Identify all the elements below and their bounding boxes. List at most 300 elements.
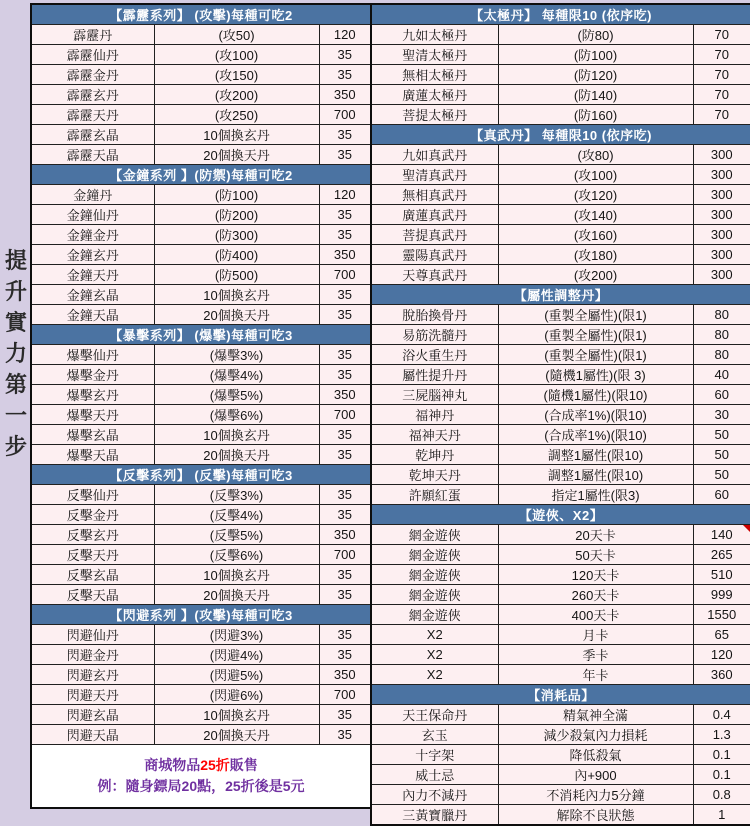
item-name: X2 xyxy=(371,645,498,665)
item-price: 300 xyxy=(693,245,750,265)
item-name: 霹靂玄晶 xyxy=(31,125,154,145)
item-price: 50 xyxy=(693,445,750,465)
item-name: 網金遊俠 xyxy=(371,605,498,625)
item-price: 35 xyxy=(319,125,371,145)
section-header-row xyxy=(371,285,750,305)
item-desc: (反擊5%) xyxy=(154,525,319,545)
item-row xyxy=(31,125,371,145)
item-price: 350 xyxy=(319,525,371,545)
item-name: 霹靂天晶 xyxy=(31,145,154,165)
item-price: 50 xyxy=(693,425,750,445)
section-header: 【霹靂系列】 (攻擊)每種可吃2 xyxy=(31,4,371,25)
section-header: 【金鐘系列 】(防禦)每種可吃2 xyxy=(31,165,371,185)
note-text: 商城物品 xyxy=(144,757,201,773)
item-price: 70 xyxy=(693,45,750,65)
item-price: 140 xyxy=(693,525,750,545)
item-name: 金鐘仙丹 xyxy=(31,205,154,225)
item-desc: 不消耗內力5分鐘 xyxy=(498,785,693,805)
item-price: 30 xyxy=(693,405,750,425)
item-price: 700 xyxy=(319,545,371,565)
item-name: 反擊天晶 xyxy=(31,585,154,605)
shop-note-line2: 例：隨身鏢局20點，25折後是5元 xyxy=(97,778,305,794)
item-row xyxy=(31,525,371,545)
item-desc: (攻100) xyxy=(498,165,693,185)
item-price: 35 xyxy=(319,445,371,465)
item-row xyxy=(371,745,750,765)
section-header: 【閃避系列 】(攻擊)每種可吃3 xyxy=(31,605,371,625)
item-row xyxy=(371,605,750,625)
item-name: 天尊真武丹 xyxy=(371,265,498,285)
item-name: 閃避天晶 xyxy=(31,725,154,745)
item-name: 天王保命丹 xyxy=(371,705,498,725)
section-header-row xyxy=(31,605,371,625)
item-row xyxy=(371,705,750,725)
item-desc: (反擊3%) xyxy=(154,485,319,505)
item-desc: 10個換玄丹 xyxy=(154,285,319,305)
item-desc: (閃避6%) xyxy=(154,685,319,705)
item-price: 510 xyxy=(693,565,750,585)
item-price: 0.1 xyxy=(693,765,750,785)
item-name: X2 xyxy=(371,665,498,685)
item-price: 50 xyxy=(693,465,750,485)
item-price: 35 xyxy=(319,625,371,645)
item-desc: (防120) xyxy=(498,65,693,85)
section-header-row xyxy=(31,325,371,345)
item-row xyxy=(371,165,750,185)
item-name: 易筋洗髓丹 xyxy=(371,325,498,345)
item-desc: 10個換玄丹 xyxy=(154,565,319,585)
section-header-row xyxy=(371,685,750,705)
item-name: 三屍腦神丸 xyxy=(371,385,498,405)
item-name: 三黃寶臘丹 xyxy=(371,805,498,826)
item-desc: 降低殺氣 xyxy=(498,745,693,765)
item-name: 金鐘丹 xyxy=(31,185,154,205)
item-name: 霹靂天丹 xyxy=(31,105,154,125)
item-desc: (爆擊6%) xyxy=(154,405,319,425)
item-price: 700 xyxy=(319,265,371,285)
item-row xyxy=(31,645,371,665)
item-row xyxy=(31,245,371,265)
item-row xyxy=(31,365,371,385)
item-name: 浴火重生丹 xyxy=(371,345,498,365)
section-header-row xyxy=(371,4,750,25)
item-row xyxy=(31,85,371,105)
item-price: 70 xyxy=(693,65,750,85)
item-row xyxy=(371,625,750,645)
item-desc: (攻200) xyxy=(498,265,693,285)
item-price: 35 xyxy=(319,585,371,605)
item-row xyxy=(31,725,371,745)
item-name: 爆擊金丹 xyxy=(31,365,154,385)
item-name: 反擊玄晶 xyxy=(31,565,154,585)
shop-note-row xyxy=(31,745,371,809)
item-name: 福神丹 xyxy=(371,405,498,425)
item-desc: (隨機1屬性)(限10) xyxy=(498,385,693,405)
item-name: 九如真武丹 xyxy=(371,145,498,165)
item-name: 內力不減丹 xyxy=(371,785,498,805)
item-desc: 20個換天丹 xyxy=(154,305,319,325)
item-row xyxy=(31,705,371,725)
item-desc: 解除不良狀態 xyxy=(498,805,693,826)
item-price: 35 xyxy=(319,45,371,65)
item-row xyxy=(371,665,750,685)
item-price: 350 xyxy=(319,85,371,105)
item-desc: (防100) xyxy=(154,185,319,205)
shop-note-line1 xyxy=(32,755,370,776)
item-desc: 調整1屬性(限10) xyxy=(498,445,693,465)
item-row xyxy=(31,285,371,305)
item-desc: (反擊4%) xyxy=(154,505,319,525)
item-desc: 調整1屬性(限10) xyxy=(498,465,693,485)
item-name: 金鐘天晶 xyxy=(31,305,154,325)
item-row xyxy=(371,425,750,445)
item-desc: 季卡 xyxy=(498,645,693,665)
section-header: 【真武丹】 每種限10 (依序吃) xyxy=(371,125,750,145)
item-price: 120 xyxy=(319,185,371,205)
item-row xyxy=(31,185,371,205)
item-price: 700 xyxy=(319,685,371,705)
discount-highlight: 25折 xyxy=(200,757,230,773)
item-price: 60 xyxy=(693,385,750,405)
item-desc: 內+900 xyxy=(498,765,693,785)
item-name: 霹靂仙丹 xyxy=(31,45,154,65)
item-price: 1.3 xyxy=(693,725,750,745)
item-name: 霹靂丹 xyxy=(31,25,154,45)
left-price-table xyxy=(30,3,372,809)
item-name: 靈陽真武丹 xyxy=(371,245,498,265)
item-row xyxy=(371,225,750,245)
item-desc: 120天卡 xyxy=(498,565,693,585)
item-price: 360 xyxy=(693,665,750,685)
item-desc: 精氣神全滿 xyxy=(498,705,693,725)
section-header: 【屬性調整丹】 xyxy=(371,285,750,305)
item-name: 聖清真武丹 xyxy=(371,165,498,185)
shop-note-cell xyxy=(31,745,371,809)
item-name: X2 xyxy=(371,625,498,645)
item-desc: (攻80) xyxy=(498,145,693,165)
item-row xyxy=(371,785,750,805)
item-row xyxy=(31,665,371,685)
item-desc: 指定1屬性(限3) xyxy=(498,485,693,505)
right-price-table xyxy=(370,3,750,826)
item-price: 265 xyxy=(693,545,750,565)
item-price: 350 xyxy=(319,245,371,265)
section-header: 【暴擊系列】 (爆擊)每種可吃3 xyxy=(31,325,371,345)
item-price: 35 xyxy=(319,285,371,305)
item-name: 反擊玄丹 xyxy=(31,525,154,545)
item-desc: 20個換天丹 xyxy=(154,585,319,605)
item-price: 35 xyxy=(319,565,371,585)
item-desc: (合成率1%)(限10) xyxy=(498,405,693,425)
item-row xyxy=(371,445,750,465)
item-price: 35 xyxy=(319,645,371,665)
section-header-row xyxy=(31,165,371,185)
item-row xyxy=(371,585,750,605)
item-row xyxy=(31,345,371,365)
item-row xyxy=(31,625,371,645)
item-price: 70 xyxy=(693,85,750,105)
item-row xyxy=(31,445,371,465)
item-desc: (攻120) xyxy=(498,185,693,205)
item-price: 70 xyxy=(693,105,750,125)
item-row xyxy=(371,25,750,45)
item-name: 網金遊俠 xyxy=(371,545,498,565)
item-row xyxy=(31,105,371,125)
item-desc: (攻250) xyxy=(154,105,319,125)
item-price: 300 xyxy=(693,225,750,245)
item-row xyxy=(371,325,750,345)
item-desc: (爆擊5%) xyxy=(154,385,319,405)
item-name: 閃避金丹 xyxy=(31,645,154,665)
item-name: 福神天丹 xyxy=(371,425,498,445)
item-row xyxy=(371,205,750,225)
item-price: 35 xyxy=(319,725,371,745)
item-price: 300 xyxy=(693,165,750,185)
item-desc: (防100) xyxy=(498,45,693,65)
item-desc: 10個換玄丹 xyxy=(154,705,319,725)
item-name: 爆擊玄晶 xyxy=(31,425,154,445)
item-desc: (合成率1%)(限10) xyxy=(498,425,693,445)
section-header: 【消耗品】 xyxy=(371,685,750,705)
item-price: 80 xyxy=(693,305,750,325)
vertical-slogan: 提升實力第一步 xyxy=(4,248,27,459)
item-desc: (攻50) xyxy=(154,25,319,45)
item-row xyxy=(371,305,750,325)
item-name: 閃避玄晶 xyxy=(31,705,154,725)
item-row xyxy=(371,45,750,65)
item-price: 0.8 xyxy=(693,785,750,805)
item-row xyxy=(371,525,750,545)
item-price: 60 xyxy=(693,485,750,505)
item-name: 金鐘天丹 xyxy=(31,265,154,285)
item-name: 金鐘玄丹 xyxy=(31,245,154,265)
item-price: 35 xyxy=(319,365,371,385)
item-desc: (防400) xyxy=(154,245,319,265)
item-row xyxy=(31,25,371,45)
item-row xyxy=(371,485,750,505)
item-desc: (攻160) xyxy=(498,225,693,245)
item-name: 乾坤天丹 xyxy=(371,465,498,485)
item-price: 35 xyxy=(319,145,371,165)
item-name: 九如太極丹 xyxy=(371,25,498,45)
item-desc: (爆擊4%) xyxy=(154,365,319,385)
item-row xyxy=(31,405,371,425)
item-name: 閃避仙丹 xyxy=(31,625,154,645)
item-price: 35 xyxy=(319,225,371,245)
item-row xyxy=(371,145,750,165)
item-name: 爆擊玄丹 xyxy=(31,385,154,405)
section-header: 【遊俠、X2】 xyxy=(371,505,750,525)
comment-marker-icon xyxy=(743,525,750,532)
item-price: 35 xyxy=(319,65,371,85)
item-row xyxy=(31,545,371,565)
item-desc: (防200) xyxy=(154,205,319,225)
item-price: 700 xyxy=(319,105,371,125)
item-row xyxy=(31,205,371,225)
item-price: 35 xyxy=(319,425,371,445)
item-row xyxy=(371,765,750,785)
item-row xyxy=(371,105,750,125)
note-text: 販售 xyxy=(229,757,258,773)
item-name: 網金遊俠 xyxy=(371,585,498,605)
item-name: 金鐘金丹 xyxy=(31,225,154,245)
item-desc: (攻180) xyxy=(498,245,693,265)
item-row xyxy=(31,565,371,585)
item-desc: 20個換天丹 xyxy=(154,445,319,465)
item-row xyxy=(371,385,750,405)
item-price: 120 xyxy=(319,25,371,45)
item-row xyxy=(31,145,371,165)
section-header-row xyxy=(371,505,750,525)
item-name: 反擊仙丹 xyxy=(31,485,154,505)
item-row xyxy=(371,405,750,425)
item-name: 菩提太極丹 xyxy=(371,105,498,125)
item-desc: (爆擊3%) xyxy=(154,345,319,365)
item-row xyxy=(31,585,371,605)
item-desc: (隨機1屬性)(限 3) xyxy=(498,365,693,385)
item-row xyxy=(371,805,750,826)
item-row xyxy=(31,305,371,325)
item-price: 80 xyxy=(693,325,750,345)
item-price: 300 xyxy=(693,265,750,285)
item-name: 聖清太極丹 xyxy=(371,45,498,65)
item-price: 35 xyxy=(319,485,371,505)
item-row xyxy=(371,645,750,665)
section-header: 【反擊系列】 (反擊)每種可吃3 xyxy=(31,465,371,485)
item-name: 廣蓮真武丹 xyxy=(371,205,498,225)
item-price: 35 xyxy=(319,705,371,725)
item-desc: (重製全屬性)(限1) xyxy=(498,345,693,365)
item-desc: (攻200) xyxy=(154,85,319,105)
item-name: 爆擊天丹 xyxy=(31,405,154,425)
item-row xyxy=(371,265,750,285)
item-desc: (防500) xyxy=(154,265,319,285)
item-desc: 20個換天丹 xyxy=(154,725,319,745)
item-row xyxy=(31,225,371,245)
item-price: 300 xyxy=(693,145,750,165)
item-desc: (閃避5%) xyxy=(154,665,319,685)
section-header-row xyxy=(371,125,750,145)
item-row xyxy=(371,725,750,745)
item-price: 0.1 xyxy=(693,745,750,765)
item-desc: (防300) xyxy=(154,225,319,245)
item-row xyxy=(371,185,750,205)
item-name: 網金遊俠 xyxy=(371,565,498,585)
item-name: 威士忌 xyxy=(371,765,498,785)
item-price: 35 xyxy=(319,505,371,525)
item-row xyxy=(371,65,750,85)
item-desc: (反擊6%) xyxy=(154,545,319,565)
item-row xyxy=(31,385,371,405)
item-desc: 400天卡 xyxy=(498,605,693,625)
item-price: 70 xyxy=(693,25,750,45)
item-desc: 10個換玄丹 xyxy=(154,425,319,445)
item-row xyxy=(371,565,750,585)
item-price: 35 xyxy=(319,205,371,225)
item-desc: (攻150) xyxy=(154,65,319,85)
item-name: 乾坤丹 xyxy=(371,445,498,465)
item-price: 300 xyxy=(693,185,750,205)
item-desc: 20天卡 xyxy=(498,525,693,545)
item-row xyxy=(371,365,750,385)
item-price: 1550 xyxy=(693,605,750,625)
item-row xyxy=(31,65,371,85)
item-name: 屬性提升丹 xyxy=(371,365,498,385)
item-name: 霹靂金丹 xyxy=(31,65,154,85)
item-desc: (重製全屬性)(限1) xyxy=(498,325,693,345)
item-name: 反擊天丹 xyxy=(31,545,154,565)
item-desc: (閃避3%) xyxy=(154,625,319,645)
item-row xyxy=(371,85,750,105)
item-name: 閃避玄丹 xyxy=(31,665,154,685)
section-header-row xyxy=(31,4,371,25)
item-row xyxy=(31,425,371,445)
item-desc: (防160) xyxy=(498,105,693,125)
item-desc: (攻100) xyxy=(154,45,319,65)
item-desc: 20個換天丹 xyxy=(154,145,319,165)
item-desc: 260天卡 xyxy=(498,585,693,605)
item-row xyxy=(371,545,750,565)
item-price: 80 xyxy=(693,345,750,365)
item-desc: 月卡 xyxy=(498,625,693,645)
item-price: 65 xyxy=(693,625,750,645)
item-name: 閃避天丹 xyxy=(31,685,154,705)
item-name: 爆擊天晶 xyxy=(31,445,154,465)
section-header: 【太極丹】 每種限10 (依序吃) xyxy=(371,4,750,25)
item-desc: 50天卡 xyxy=(498,545,693,565)
item-row xyxy=(31,685,371,705)
item-name: 反擊金丹 xyxy=(31,505,154,525)
item-desc: 減少殺氣內力損耗 xyxy=(498,725,693,745)
item-price: 35 xyxy=(319,305,371,325)
item-desc: 10個換玄丹 xyxy=(154,125,319,145)
item-row xyxy=(371,245,750,265)
item-name: 許願紅蛋 xyxy=(371,485,498,505)
item-name: 脫胎換骨丹 xyxy=(371,305,498,325)
item-name: 金鐘玄晶 xyxy=(31,285,154,305)
item-name: 菩提真武丹 xyxy=(371,225,498,245)
item-row xyxy=(371,465,750,485)
section-header-row xyxy=(31,465,371,485)
item-desc: (防80) xyxy=(498,25,693,45)
item-row xyxy=(31,45,371,65)
item-row xyxy=(31,265,371,285)
item-price: 120 xyxy=(693,645,750,665)
item-price: 1 xyxy=(693,805,750,826)
item-desc: 年卡 xyxy=(498,665,693,685)
item-desc: (攻140) xyxy=(498,205,693,225)
item-price: 0.4 xyxy=(693,705,750,725)
item-desc: (防140) xyxy=(498,85,693,105)
item-desc: (重製全屬性)(限1) xyxy=(498,305,693,325)
item-name: 網金遊俠 xyxy=(371,525,498,545)
item-price: 700 xyxy=(319,405,371,425)
item-price: 300 xyxy=(693,205,750,225)
item-price: 350 xyxy=(319,385,371,405)
item-name: 十字架 xyxy=(371,745,498,765)
item-price: 40 xyxy=(693,365,750,385)
item-name: 玄玉 xyxy=(371,725,498,745)
item-name: 爆擊仙丹 xyxy=(31,345,154,365)
item-price: 350 xyxy=(319,665,371,685)
item-name: 廣蓮太極丹 xyxy=(371,85,498,105)
item-row xyxy=(371,345,750,365)
item-desc: (閃避4%) xyxy=(154,645,319,665)
item-price: 35 xyxy=(319,345,371,365)
item-name: 無相太極丹 xyxy=(371,65,498,85)
item-name: 無相真武丹 xyxy=(371,185,498,205)
item-name: 霹靂玄丹 xyxy=(31,85,154,105)
